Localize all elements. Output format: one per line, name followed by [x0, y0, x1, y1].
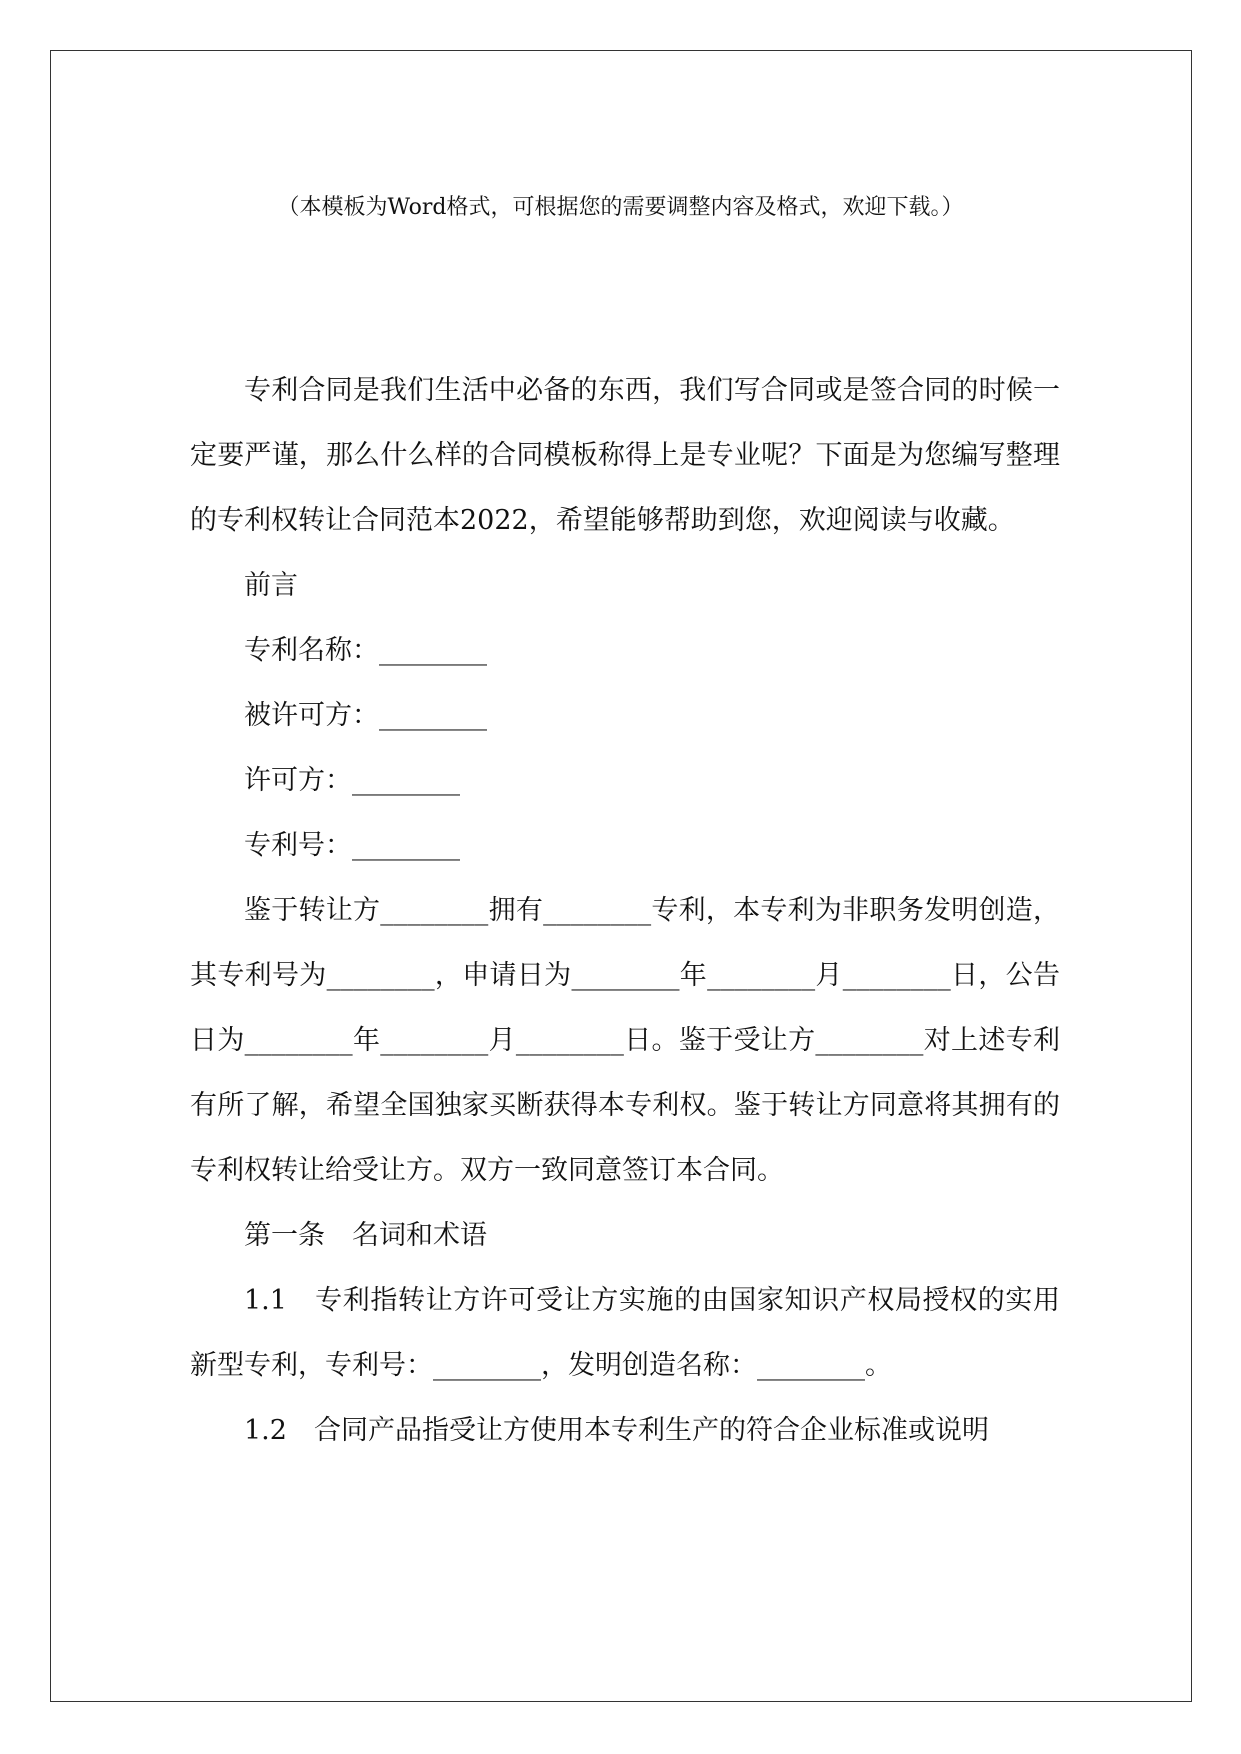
preface-heading: 前言 [244, 570, 298, 601]
template-note: （本模板为Word格式，可根据您的需要调整内容及格式，欢迎下载。） [277, 195, 964, 220]
article-one-heading: 第一条 名词和术语 [244, 1220, 487, 1251]
licensee-line: 被许可方：________ [244, 700, 487, 731]
licensor-line: 许可方：________ [244, 765, 460, 796]
patent-number-line: 专利号：________ [244, 830, 460, 861]
recital-paragraph: 鉴于转让方________拥有________专利，本专利为非职务发明创造，其专利号为________，申请日为________年________月________日，公告日为________年________月________日。鉴于受让方________对上述专利有所了解，希望全国独家买断获得本专利权。鉴于转让方同意将其拥有的专利权转让给受让方。双方一致同意签订本合同。 [190, 895, 1060, 1186]
patent-name-line: 专利名称：________ [244, 635, 487, 666]
intro-paragraph: 专利合同是我们生活中必备的东西，我们写合同或是签合同的时候一定要严谨，那么什么样的合同模板称得上是专业呢？下面是为您编写整理的专利权转让合同范本2022，希望能够帮助到您，欢迎阅读与收藏。 [190, 375, 1060, 536]
clause-1-2: 1.2 合同产品指受让方使用本专利生产的符合企业标准或说明 [244, 1415, 989, 1446]
clause-1-1: 1.1 专利指转让方许可受让方实施的由国家知识产权局授权的实用新型专利，专利号：________，发明创造名称：________。 [190, 1285, 1060, 1381]
document-body [190, 358, 1060, 1463]
